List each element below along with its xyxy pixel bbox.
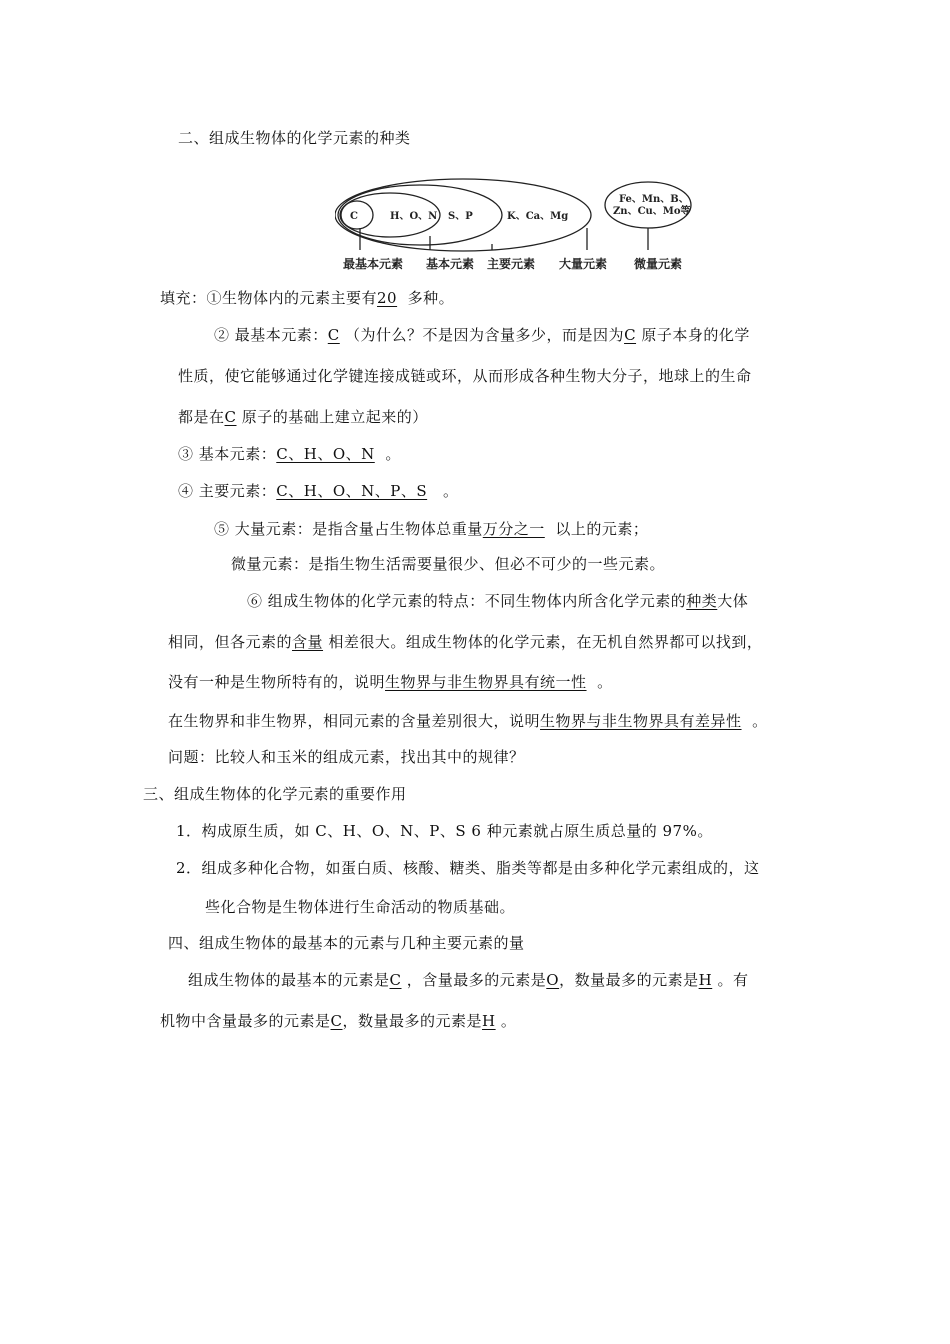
fill-line-7: ⑤ 大量元素：是指含量占生物体总重量万分之一 以上的元素； bbox=[214, 520, 649, 538]
fill-line-9: ⑥ 组成生物体的化学元素的特点：不同生物体内所含化学元素的种类大体 bbox=[247, 592, 749, 610]
diagram-text-hon: H、O、N bbox=[390, 211, 438, 222]
section-2-heading: 二、组成生物体的化学元素的种类 bbox=[178, 129, 411, 147]
answer-c-3: C bbox=[224, 408, 237, 426]
element-classification-diagram bbox=[335, 178, 705, 278]
diagram-text-sp: S、P bbox=[448, 211, 473, 222]
fill-line-6: ④ 主要元素：C、H、O、N、P、S 。 bbox=[178, 482, 459, 500]
diagram-text-trace-1: Fe、Mn、B、 bbox=[619, 194, 689, 205]
fill-line-8: 微量元素：是指生物生活需要量很少、但必不可少的一些元素。 bbox=[231, 555, 666, 573]
section-4-line-1: 组成生物体的最基本的元素是C ，含量最多的元素是O，数量最多的元素是H 。有 bbox=[188, 971, 749, 989]
diagram-label-trace: 微量元素 bbox=[634, 257, 683, 271]
answer-main-elements: C、H、O、N、P、S bbox=[276, 482, 428, 500]
answer-kinds: 种类 bbox=[686, 592, 718, 610]
diagram-label-most-basic: 最基本元素 bbox=[343, 257, 404, 271]
fill-line-2: ② 最基本元素：C （为什么？不是因为含量多少，而是因为C 原子本身的化学 bbox=[214, 326, 750, 344]
fill-line-3: 性质，使它能够通过化学键连接成链或环，从而形成各种生物大分子，地球上的生命 bbox=[178, 367, 752, 385]
answer-difference: 生物界与非生物界具有差异性 bbox=[540, 712, 742, 730]
fill-line-5: ③ 基本元素：C、H、O、N 。 bbox=[178, 445, 401, 463]
answer-o: O bbox=[546, 971, 560, 989]
fill-line-13: 问题：比较人和玉米的组成元素，找出其中的规律？ bbox=[168, 748, 525, 766]
section-4-heading: 四、组成生物体的最基本的元素与几种主要元素的量 bbox=[168, 934, 525, 952]
fill-line-10: 相同，但各元素的含量 相差很大。组成生物体的化学元素，在无机自然界都可以找到， bbox=[168, 633, 763, 651]
answer-h: H bbox=[698, 971, 713, 989]
fill-line-12: 在生物界和非生物界，相同元素的含量差别很大，说明生物界与非生物界具有差异性 。 bbox=[168, 712, 768, 730]
section-4-line-2: 机物中含量最多的元素是C，数量最多的元素是H 。 bbox=[160, 1012, 517, 1030]
section-3-item-2a: 2．组成多种化合物，如蛋白质、核酸、糖类、脂类等都是由多种化学元素组成的，这 bbox=[176, 859, 760, 877]
answer-unity: 生物界与非生物界具有统一性 bbox=[385, 673, 587, 691]
answer-basic-elements: C、H、O、N bbox=[276, 445, 375, 463]
section-3-item-2b: 些化合物是生物体进行生命活动的物质基础。 bbox=[205, 898, 516, 916]
diagram-text-trace-2: Zn、Cu、Mo等 bbox=[613, 206, 691, 217]
diagram-label-macro: 大量元素 bbox=[559, 257, 608, 271]
fill-line-1: 填充：①生物体内的元素主要有20 多种。 bbox=[160, 289, 455, 307]
fill-line-11: 没有一种是生物所特有的，说明生物界与非生物界具有统一性 。 bbox=[168, 673, 613, 691]
diagram-label-main: 主要元素 bbox=[487, 257, 536, 271]
answer-content: 含量 bbox=[292, 633, 324, 651]
answer-c-5: C bbox=[330, 1012, 343, 1030]
diagram-text-kcamg: K、Ca、Mg bbox=[507, 211, 569, 222]
answer-ten-thousandth: 万分之一 bbox=[482, 520, 545, 538]
diagram-text-c: C bbox=[350, 211, 358, 222]
diagram-label-basic: 基本元素 bbox=[426, 257, 475, 271]
answer-h-2: H bbox=[482, 1012, 496, 1030]
fill-line-4: 都是在C 原子的基础上建立起来的） bbox=[178, 408, 428, 426]
answer-20: 20 bbox=[377, 289, 398, 307]
answer-c-4: C bbox=[389, 971, 402, 989]
answer-c-2: C bbox=[624, 326, 637, 344]
answer-c: C bbox=[327, 326, 340, 344]
section-3-heading: 三、组成生物体的化学元素的重要作用 bbox=[143, 785, 407, 803]
ellipse-trace bbox=[605, 182, 691, 228]
section-3-item-1: 1．构成原生质，如 C、H、O、N、P、S 6 种元素就占原生质总量的 97%。 bbox=[176, 822, 713, 840]
